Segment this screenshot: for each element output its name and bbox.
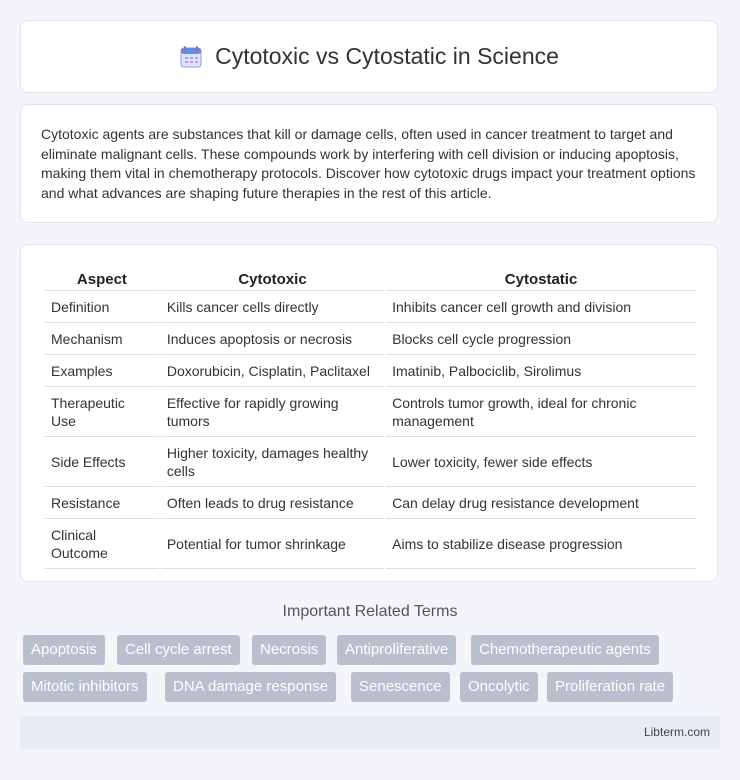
intro-text: Cytotoxic agents are substances that kill or damage cells, often used in cancer treatment to target and eliminate malignant cells. These compounds work by interfering with cell division or inducing apoptosis, making them vital in chemotherapy protocols. Discover how cytotoxic drugs impact your treatment options and what advances are shaping future therapies in the rest of this article.	[41, 126, 696, 201]
table-cell: Higher toxicity, damages healthy cells	[161, 437, 384, 487]
table-cell: Induces apoptosis or necrosis	[161, 323, 384, 355]
table-cell: Effective for rapidly growing tumors	[161, 387, 384, 437]
related-terms-title: Important Related Terms	[282, 603, 458, 620]
table-cell: Aims to stabilize disease progression	[386, 519, 696, 569]
tag-mitotic-inhibitors[interactable]: Mitotic inhibitors	[23, 672, 147, 702]
table-row	[45, 323, 696, 355]
comparison-table	[43, 265, 698, 569]
tag-senescence[interactable]: Senescence	[351, 672, 450, 702]
table-row	[45, 487, 696, 519]
table-row	[45, 437, 696, 487]
table-cell: Blocks cell cycle progression	[386, 323, 696, 355]
tag-oncolytic[interactable]: Oncolytic	[460, 672, 538, 702]
table-cell: Clinical Outcome	[45, 519, 159, 569]
table-row	[45, 355, 696, 387]
column-header: Cytostatic	[386, 265, 696, 291]
table-cell: Potential for tumor shrinkage	[161, 519, 384, 569]
column-header: Cytotoxic	[161, 265, 384, 291]
table-cell: Mechanism	[45, 323, 159, 355]
table-cell: Lower toxicity, fewer side effects	[386, 437, 696, 487]
tag-antiproliferative[interactable]: Antiproliferative	[337, 635, 456, 665]
table-cell: Side Effects	[45, 437, 159, 487]
table-cell: Often leads to drug resistance	[161, 487, 384, 519]
table-header-row	[45, 265, 696, 291]
table-cell: Resistance	[45, 487, 159, 519]
table-cell: Imatinib, Palbociclib, Sirolimus	[386, 355, 696, 387]
header-card	[20, 20, 718, 93]
table-cell: Inhibits cancer cell growth and division	[386, 291, 696, 323]
table-row	[45, 519, 696, 569]
table-cell: Controls tumor growth, ideal for chronic management	[386, 387, 696, 437]
table-cell: Kills cancer cells directly	[161, 291, 384, 323]
tag-cell-cycle-arrest[interactable]: Cell cycle arrest	[117, 635, 240, 665]
footer	[20, 716, 720, 749]
page-title: Cytotoxic vs Cytostatic in Science	[215, 43, 559, 69]
footer-site[interactable]: Libterm.com	[643, 725, 710, 739]
table-cell: Therapeutic Use	[45, 387, 159, 437]
table-row	[45, 291, 696, 323]
calendar-icon	[179, 45, 203, 69]
table-cell: Examples	[45, 355, 159, 387]
comparison-card	[20, 244, 718, 582]
table-cell: Definition	[45, 291, 159, 323]
intro-card	[20, 104, 718, 223]
table-row	[45, 387, 696, 437]
tag-necrosis[interactable]: Necrosis	[252, 635, 326, 665]
tag-proliferation-rate[interactable]: Proliferation rate	[547, 672, 673, 702]
table-cell: Doxorubicin, Cisplatin, Paclitaxel	[161, 355, 384, 387]
table-cell: Can delay drug resistance development	[386, 487, 696, 519]
tag-apoptosis[interactable]: Apoptosis	[23, 635, 105, 665]
tag-chemotherapeutic-agents[interactable]: Chemotherapeutic agents	[471, 635, 659, 665]
tag-dna-damage-response[interactable]: DNA damage response	[165, 672, 336, 702]
column-header: Aspect	[45, 265, 159, 291]
